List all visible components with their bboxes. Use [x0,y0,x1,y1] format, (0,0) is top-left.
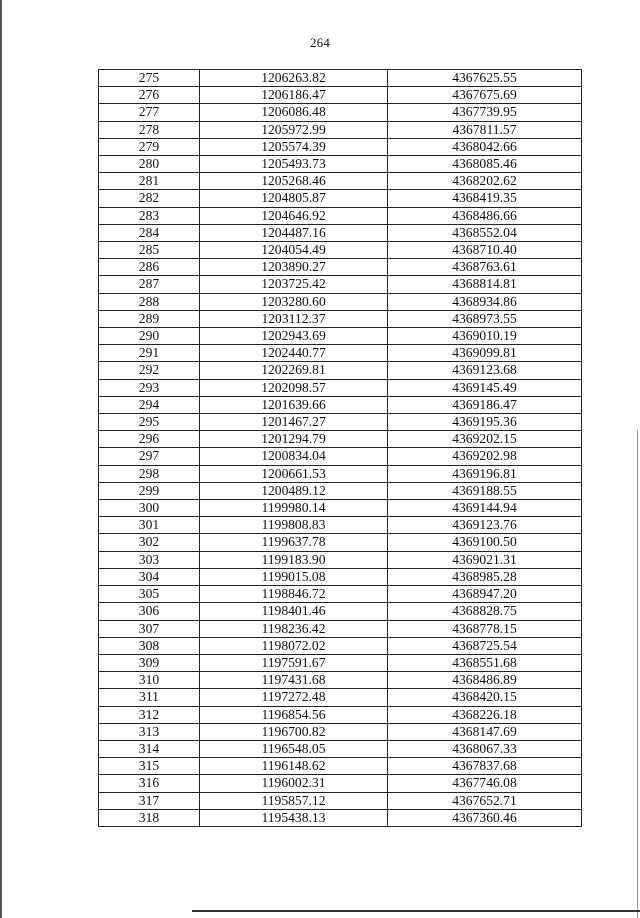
table-row [99,637,582,654]
table-row [99,620,582,637]
table-row [99,551,582,568]
x-coordinate-cell: 1205268.46 [200,173,388,190]
point-number-cell: 285 [99,242,200,259]
table-row [99,586,582,603]
page-number: 264 [309,35,331,50]
table-row [99,482,582,499]
coordinate-table-body [99,70,582,827]
x-coordinate-cell: 1198072.02 [200,637,388,654]
point-number-cell: 295 [99,414,200,431]
point-number-cell: 311 [99,689,200,706]
footer-line [192,910,640,912]
table-row [99,534,582,551]
y-coordinate-cell: 4368973.55 [388,310,582,327]
point-number-cell: 315 [99,758,200,775]
y-coordinate-cell: 4368067.33 [388,740,582,757]
table-row [99,723,582,740]
y-coordinate-cell: 4369100.50 [388,534,582,551]
point-number-cell: 316 [99,775,200,792]
x-coordinate-cell: 1199808.83 [200,517,388,534]
point-number-cell: 306 [99,603,200,620]
table-row [99,259,582,276]
x-coordinate-cell: 1202440.77 [200,345,388,362]
table-row [99,156,582,173]
point-number-cell: 309 [99,654,200,671]
y-coordinate-cell: 4369196.81 [388,465,582,482]
point-number-cell: 282 [99,190,200,207]
x-coordinate-cell: 1206263.82 [200,70,388,87]
point-number-cell: 277 [99,104,200,121]
table-row [99,740,582,757]
y-coordinate-cell: 4368934.86 [388,293,582,310]
table-row [99,758,582,775]
coordinate-table [98,69,582,827]
x-coordinate-cell: 1204487.16 [200,224,388,241]
point-number-cell: 279 [99,138,200,155]
table-row [99,654,582,671]
x-coordinate-cell: 1205493.73 [200,156,388,173]
point-number-cell: 296 [99,431,200,448]
table-row [99,173,582,190]
y-coordinate-cell: 4369195.36 [388,414,582,431]
y-coordinate-cell: 4368710.40 [388,242,582,259]
x-coordinate-cell: 1206186.47 [200,87,388,104]
table-row [99,448,582,465]
point-number-cell: 314 [99,740,200,757]
point-number-cell: 313 [99,723,200,740]
x-coordinate-cell: 1202098.57 [200,379,388,396]
y-coordinate-cell: 4367739.95 [388,104,582,121]
table-row [99,396,582,413]
x-coordinate-cell: 1195438.13 [200,809,388,826]
x-coordinate-cell: 1200834.04 [200,448,388,465]
table-row [99,465,582,482]
x-coordinate-cell: 1203280.60 [200,293,388,310]
scan-left-edge [0,0,2,918]
y-coordinate-cell: 4367837.68 [388,758,582,775]
point-number-cell: 283 [99,207,200,224]
y-coordinate-cell: 4368419.35 [388,190,582,207]
x-coordinate-cell: 1203112.37 [200,310,388,327]
table-row [99,87,582,104]
point-number-cell: 301 [99,517,200,534]
x-coordinate-cell: 1199183.90 [200,551,388,568]
x-coordinate-cell: 1203890.27 [200,259,388,276]
point-number-cell: 275 [99,70,200,87]
y-coordinate-cell: 4369123.68 [388,362,582,379]
point-number-cell: 290 [99,328,200,345]
x-coordinate-cell: 1205574.39 [200,138,388,155]
y-coordinate-cell: 4368725.54 [388,637,582,654]
y-coordinate-cell: 4367811.57 [388,121,582,138]
x-coordinate-cell: 1197431.68 [200,672,388,689]
table-row [99,310,582,327]
table-row [99,121,582,138]
x-coordinate-cell: 1200489.12 [200,482,388,499]
y-coordinate-cell: 4368828.75 [388,603,582,620]
x-coordinate-cell: 1201639.66 [200,396,388,413]
y-coordinate-cell: 4368486.66 [388,207,582,224]
y-coordinate-cell: 4368147.69 [388,723,582,740]
y-coordinate-cell: 4368778.15 [388,620,582,637]
table-row [99,362,582,379]
point-number-cell: 308 [99,637,200,654]
y-coordinate-cell: 4369123.76 [388,517,582,534]
point-number-cell: 310 [99,672,200,689]
y-coordinate-cell: 4368814.81 [388,276,582,293]
point-number-cell: 278 [99,121,200,138]
table-row [99,672,582,689]
point-number-cell: 302 [99,534,200,551]
x-coordinate-cell: 1206086.48 [200,104,388,121]
point-number-cell: 298 [99,465,200,482]
point-number-cell: 284 [99,224,200,241]
y-coordinate-cell: 4369186.47 [388,396,582,413]
y-coordinate-cell: 4369202.15 [388,431,582,448]
point-number-cell: 294 [99,396,200,413]
table-row [99,293,582,310]
table-row [99,500,582,517]
y-coordinate-cell: 4369145.49 [388,379,582,396]
table-row [99,207,582,224]
y-coordinate-cell: 4369010.19 [388,328,582,345]
table-row [99,517,582,534]
y-coordinate-cell: 4368085.46 [388,156,582,173]
x-coordinate-cell: 1205972.99 [200,121,388,138]
x-coordinate-cell: 1199015.08 [200,568,388,585]
y-coordinate-cell: 4367746.08 [388,775,582,792]
table-row [99,689,582,706]
x-coordinate-cell: 1196002.31 [200,775,388,792]
table-row [99,603,582,620]
y-coordinate-cell: 4368763.61 [388,259,582,276]
x-coordinate-cell: 1197272.48 [200,689,388,706]
table-row [99,242,582,259]
point-number-cell: 287 [99,276,200,293]
table-row [99,190,582,207]
table-row [99,345,582,362]
y-coordinate-cell: 4369099.81 [388,345,582,362]
scan-right-edge [637,430,638,918]
table-row [99,379,582,396]
point-number-cell: 288 [99,293,200,310]
table-row [99,70,582,87]
x-coordinate-cell: 1198401.46 [200,603,388,620]
x-coordinate-cell: 1204805.87 [200,190,388,207]
point-number-cell: 317 [99,792,200,809]
point-number-cell: 303 [99,551,200,568]
x-coordinate-cell: 1196548.05 [200,740,388,757]
table-row [99,328,582,345]
table-row [99,792,582,809]
x-coordinate-cell: 1201467.27 [200,414,388,431]
y-coordinate-cell: 4368551.68 [388,654,582,671]
x-coordinate-cell: 1199637.78 [200,534,388,551]
y-coordinate-cell: 4367360.46 [388,809,582,826]
x-coordinate-cell: 1196700.82 [200,723,388,740]
point-number-cell: 281 [99,173,200,190]
point-number-cell: 286 [99,259,200,276]
point-number-cell: 289 [99,310,200,327]
y-coordinate-cell: 4369144.94 [388,500,582,517]
table-row [99,809,582,826]
table-row [99,775,582,792]
y-coordinate-cell: 4368420.15 [388,689,582,706]
point-number-cell: 318 [99,809,200,826]
x-coordinate-cell: 1200661.53 [200,465,388,482]
x-coordinate-cell: 1204646.92 [200,207,388,224]
y-coordinate-cell: 4368552.04 [388,224,582,241]
y-coordinate-cell: 4369188.55 [388,482,582,499]
x-coordinate-cell: 1198846.72 [200,586,388,603]
x-coordinate-cell: 1195857.12 [200,792,388,809]
table-row [99,224,582,241]
x-coordinate-cell: 1202269.81 [200,362,388,379]
x-coordinate-cell: 1204054.49 [200,242,388,259]
table-row [99,104,582,121]
x-coordinate-cell: 1196854.56 [200,706,388,723]
y-coordinate-cell: 4368202.62 [388,173,582,190]
point-number-cell: 304 [99,568,200,585]
point-number-cell: 280 [99,156,200,173]
table-row [99,431,582,448]
x-coordinate-cell: 1201294.79 [200,431,388,448]
x-coordinate-cell: 1202943.69 [200,328,388,345]
table-row [99,276,582,293]
point-number-cell: 307 [99,620,200,637]
point-number-cell: 300 [99,500,200,517]
y-coordinate-cell: 4368486.89 [388,672,582,689]
point-number-cell: 312 [99,706,200,723]
x-coordinate-cell: 1198236.42 [200,620,388,637]
point-number-cell: 305 [99,586,200,603]
y-coordinate-cell: 4368042.66 [388,138,582,155]
point-number-cell: 276 [99,87,200,104]
y-coordinate-cell: 4367675.69 [388,87,582,104]
x-coordinate-cell: 1196148.62 [200,758,388,775]
x-coordinate-cell: 1199980.14 [200,500,388,517]
y-coordinate-cell: 4368947.20 [388,586,582,603]
y-coordinate-cell: 4368985.28 [388,568,582,585]
y-coordinate-cell: 4367652.71 [388,792,582,809]
y-coordinate-cell: 4369202.98 [388,448,582,465]
y-coordinate-cell: 4367625.55 [388,70,582,87]
point-number-cell: 299 [99,482,200,499]
point-number-cell: 292 [99,362,200,379]
table-row [99,138,582,155]
y-coordinate-cell: 4368226.18 [388,706,582,723]
x-coordinate-cell: 1203725.42 [200,276,388,293]
x-coordinate-cell: 1197591.67 [200,654,388,671]
table-row [99,414,582,431]
point-number-cell: 291 [99,345,200,362]
point-number-cell: 297 [99,448,200,465]
table-row [99,568,582,585]
table-row [99,706,582,723]
point-number-cell: 293 [99,379,200,396]
y-coordinate-cell: 4369021.31 [388,551,582,568]
